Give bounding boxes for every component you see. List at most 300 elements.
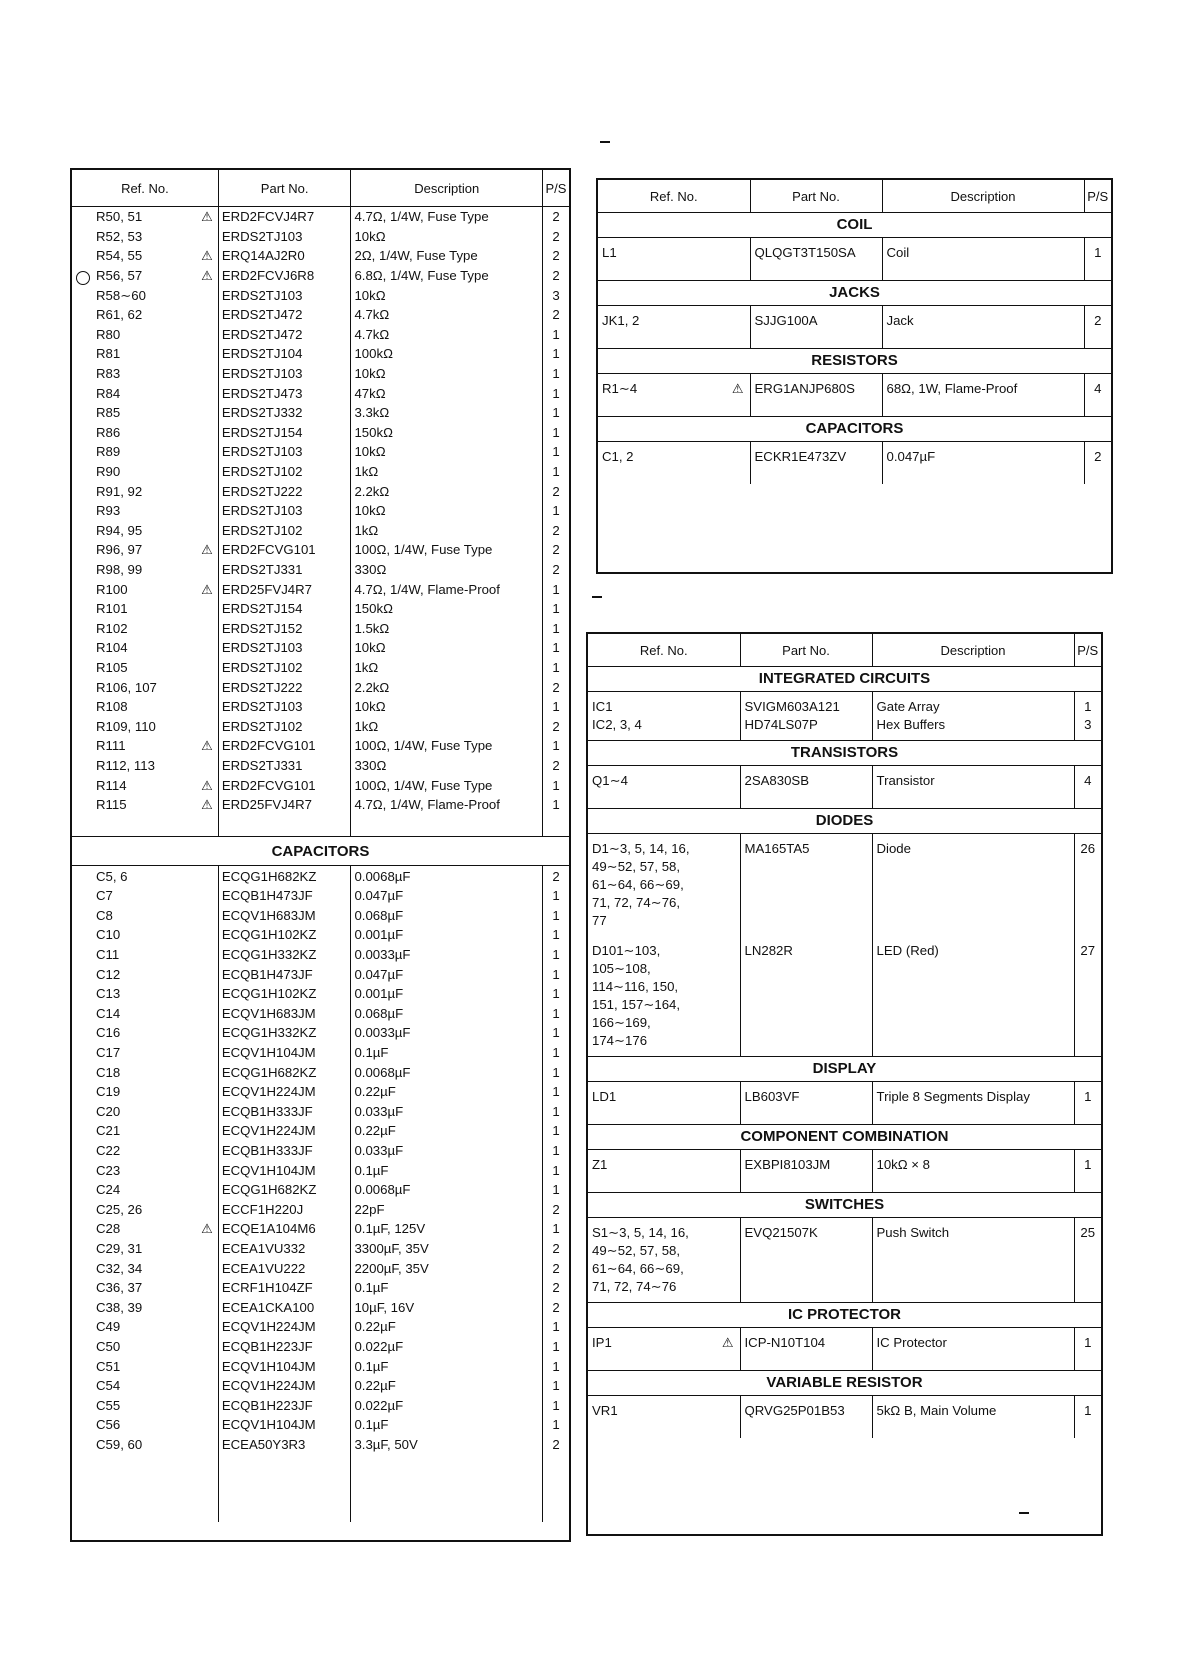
ref-cell xyxy=(72,305,218,325)
part-number: ECEA1VU222 xyxy=(218,1258,351,1278)
ps-quantity: 1 xyxy=(552,966,560,982)
ps-quantity: 1 xyxy=(552,1182,560,1198)
part-number: ERDS2TJ331 xyxy=(218,560,351,580)
description: 0.0033µF xyxy=(351,945,543,965)
ps-quantity: 1 xyxy=(552,1123,560,1139)
description: 0.1µF xyxy=(351,1160,543,1180)
section-row xyxy=(588,1057,1101,1082)
ref-cell xyxy=(72,1062,218,1082)
ref-cell xyxy=(72,1141,218,1161)
table-row xyxy=(588,692,1101,741)
table-row xyxy=(72,501,569,521)
description: 330Ω xyxy=(351,756,543,776)
ps-quantity: 1 xyxy=(552,1143,560,1159)
description: 0.22µF xyxy=(351,1121,543,1141)
ref-cell xyxy=(72,677,218,697)
column-header: Ref. No. xyxy=(598,180,750,213)
hp-heading xyxy=(600,141,620,143)
description: 3300µF, 35V xyxy=(351,1239,543,1259)
description: 68Ω, 1W, Flame-Proof xyxy=(882,374,1084,417)
part-number: LN282R xyxy=(740,936,872,1057)
ps-quantity: 1 xyxy=(552,797,560,813)
table-row xyxy=(72,227,569,247)
description: 10kΩ xyxy=(351,697,543,717)
description: 0.22µF xyxy=(351,1317,543,1337)
ps-quantity: 26 xyxy=(1080,841,1096,856)
table-row xyxy=(72,1239,569,1259)
ps-quantity: 1 xyxy=(552,444,560,460)
ref-cell xyxy=(72,1239,218,1259)
part-number: ECQB1H473JF xyxy=(218,886,351,906)
ref-cell xyxy=(72,618,218,638)
ps-quantity: 4 xyxy=(1094,381,1102,396)
ps-quantity: 2 xyxy=(1094,449,1102,464)
description: 10kΩ xyxy=(351,227,543,247)
ref-cell xyxy=(72,1278,218,1298)
part-number: ERDS2TJ102 xyxy=(218,658,351,678)
part-number: ERDS2TJ103 xyxy=(218,285,351,305)
ref-cell xyxy=(72,886,218,906)
section-title: CAPACITORS xyxy=(598,417,1111,442)
ps-quantity: 1 3 xyxy=(1084,699,1092,732)
ref-number: C8 xyxy=(96,907,113,923)
ref-number: C49 xyxy=(96,1319,121,1335)
ref-cell xyxy=(72,540,218,560)
table-row xyxy=(72,364,569,384)
ref-number: R54, 55 xyxy=(96,248,143,264)
part-number: ECQV1H683JM xyxy=(218,1004,351,1024)
ref-cell xyxy=(72,501,218,521)
warning-triangle-icon: ⚠ xyxy=(201,797,213,813)
description: 2.2kΩ xyxy=(351,677,543,697)
section-title: SWITCHES xyxy=(588,1193,1101,1218)
table-row xyxy=(72,599,569,619)
ref-number: C1, 2 xyxy=(602,449,634,464)
part-number: ECQV1H104JM xyxy=(218,1160,351,1180)
ref-cell xyxy=(72,906,218,926)
ps-quantity: 1 xyxy=(552,424,560,440)
part-number: ECQG1H332KZ xyxy=(218,945,351,965)
description: 0.022µF xyxy=(351,1395,543,1415)
part-number: ERD2FCVG101 xyxy=(218,736,351,756)
ps-quantity: 1 xyxy=(552,640,560,656)
table-row xyxy=(72,1082,569,1102)
ref-cell xyxy=(72,1043,218,1063)
ref-number: R102 xyxy=(96,620,128,636)
part-number: ERG1ANJP680S xyxy=(750,374,882,417)
part-number: ECQG1H102KZ xyxy=(218,925,351,945)
table-row xyxy=(72,246,569,266)
ref-cell xyxy=(588,1328,740,1371)
ps-quantity: 1 xyxy=(552,620,560,636)
table-row xyxy=(72,325,569,345)
table-row xyxy=(72,560,569,580)
description: 0.001µF xyxy=(351,925,543,945)
ref-number: R50, 51 xyxy=(96,209,143,225)
ref-cell xyxy=(588,1082,740,1125)
ref-cell xyxy=(588,692,740,741)
warning-triangle-icon: ⚠ xyxy=(731,381,744,396)
part-number: ECQB1H473JF xyxy=(218,964,351,984)
ref-cell xyxy=(72,697,218,717)
table-row xyxy=(72,638,569,658)
column-header: Ref. No. xyxy=(588,634,740,667)
warning-triangle-icon: ⚠ xyxy=(201,268,213,284)
table-row xyxy=(588,936,1101,1057)
description: Gate Array Hex Buffers xyxy=(872,692,1074,741)
table-row xyxy=(72,1415,569,1435)
description: 10kΩ xyxy=(351,638,543,658)
ref-number: C36, 37 xyxy=(96,1280,143,1296)
column-header: Description xyxy=(872,634,1074,667)
table-row xyxy=(72,736,569,756)
ps-quantity: 1 xyxy=(552,464,560,480)
ref-number: C12 xyxy=(96,966,121,982)
part-number: ECQV1H104JM xyxy=(218,1356,351,1376)
part-number: ERDS2TJ332 xyxy=(218,403,351,423)
part-number: ECQE1A104M6 xyxy=(218,1219,351,1239)
part-number: ECCF1H220J xyxy=(218,1200,351,1220)
table-row xyxy=(72,344,569,364)
part-number: ERDS2TJ103 xyxy=(218,227,351,247)
part-number: ECQB1H223JF xyxy=(218,1395,351,1415)
ps-quantity: 2 xyxy=(552,868,560,884)
section-row xyxy=(72,837,569,866)
description: 150kΩ xyxy=(351,423,543,443)
ref-cell xyxy=(72,1004,218,1024)
description: 3.3µF, 50V xyxy=(351,1435,543,1455)
description: 0.033µF xyxy=(351,1141,543,1161)
table-row xyxy=(72,285,569,305)
ref-cell xyxy=(72,716,218,736)
part-number: ECQB1H223JF xyxy=(218,1337,351,1357)
table-row xyxy=(72,1102,569,1122)
description: 10kΩ × 8 xyxy=(872,1150,1074,1193)
ref-number: R86 xyxy=(96,424,121,440)
column-header: Description xyxy=(351,170,543,207)
table-row xyxy=(72,1356,569,1376)
part-number: ICP-N10T104 xyxy=(740,1328,872,1371)
table-row xyxy=(72,442,569,462)
ref-number: R91, 92 xyxy=(96,483,143,499)
part-number: ERD25FVJ4R7 xyxy=(218,579,351,599)
safety-circle-icon xyxy=(76,271,90,285)
table-row xyxy=(72,795,569,815)
ps-quantity: 1 xyxy=(552,1162,560,1178)
description: 0.1µF, 125V xyxy=(351,1219,543,1239)
ref-number: C55 xyxy=(96,1397,121,1413)
table-row xyxy=(72,1337,569,1357)
table-row xyxy=(72,697,569,717)
ps-quantity: 25 xyxy=(1080,1225,1096,1240)
part-number: ECQG1H682KZ xyxy=(218,1062,351,1082)
ps-quantity: 1 xyxy=(552,405,560,421)
part-number: EVQ21507K xyxy=(740,1218,872,1303)
ps-quantity: 4 xyxy=(1084,773,1092,788)
section-row xyxy=(588,1371,1101,1396)
ref-cell xyxy=(72,383,218,403)
table-row xyxy=(72,618,569,638)
table-row xyxy=(72,1180,569,1200)
description: 10kΩ xyxy=(351,501,543,521)
section-title: JACKS xyxy=(598,281,1111,306)
table-row xyxy=(72,756,569,776)
ref-number: C51 xyxy=(96,1358,121,1374)
part-number: ERDS2TJ152 xyxy=(218,618,351,638)
ref-cell xyxy=(72,285,218,305)
part-number: SVIGM603A121 HD74LS07P xyxy=(740,692,872,741)
table-row xyxy=(72,423,569,443)
description: 0.1µF xyxy=(351,1043,543,1063)
ref-cell xyxy=(72,756,218,776)
ref-number: R61, 62 xyxy=(96,307,143,323)
ref-number: C38, 39 xyxy=(96,1299,143,1315)
ps-quantity: 1 xyxy=(552,385,560,401)
section-title: RESISTORS xyxy=(598,349,1111,374)
part-number: ECQV1H224JM xyxy=(218,1317,351,1337)
description: 0.0033µF xyxy=(351,1023,543,1043)
ref-number: R58∼60 xyxy=(96,287,146,303)
ref-number: JK1, 2 xyxy=(602,313,640,328)
description: 47kΩ xyxy=(351,383,543,403)
spacer-row xyxy=(72,1454,569,1522)
ps-quantity: 1 xyxy=(552,738,560,754)
ref-cell xyxy=(72,1023,218,1043)
ps-quantity: 1 xyxy=(552,986,560,1002)
section-row xyxy=(598,417,1111,442)
table-row xyxy=(72,886,569,906)
ref-number: R90 xyxy=(96,464,121,480)
ref-number: R56, 57 xyxy=(96,268,143,284)
table-row xyxy=(72,305,569,325)
ref-number: C24 xyxy=(96,1182,121,1198)
cp-badge xyxy=(592,596,602,598)
ref-number: R114 xyxy=(96,777,127,793)
ref-cell xyxy=(72,521,218,541)
section-row xyxy=(598,349,1111,374)
table-row xyxy=(72,775,569,795)
ref-cell xyxy=(72,866,218,886)
table-row xyxy=(72,1062,569,1082)
part-number: ERDS2TJ102 xyxy=(218,462,351,482)
description: IC Protector xyxy=(872,1328,1074,1371)
part-number: ECQV1H224JM xyxy=(218,1121,351,1141)
ps-quantity: 2 xyxy=(552,561,560,577)
ref-cell xyxy=(72,481,218,501)
ref-number: R81 xyxy=(96,346,121,362)
ref-number: R80 xyxy=(96,326,121,342)
description: 10kΩ xyxy=(351,442,543,462)
ps-quantity: 2 xyxy=(552,522,560,538)
description: 0.068µF xyxy=(351,1004,543,1024)
ps-quantity: 2 xyxy=(552,1260,560,1276)
table-row xyxy=(72,1121,569,1141)
table-row xyxy=(588,766,1101,809)
ref-cell xyxy=(598,374,750,417)
table-row xyxy=(598,374,1111,417)
table-row xyxy=(598,442,1111,485)
table-row xyxy=(588,1328,1101,1371)
table-row xyxy=(72,266,569,286)
ref-number: D101∼103, 105∼108, 114∼116, 150, 151, 157∼164, 166∼169, 174∼176 xyxy=(592,943,681,1048)
spacer-row xyxy=(72,814,569,837)
ref-cell xyxy=(588,936,740,1057)
ref-number: R93 xyxy=(96,503,121,519)
ps-quantity: 1 xyxy=(552,1417,560,1433)
table-row xyxy=(72,1278,569,1298)
ps-quantity: 1 xyxy=(552,1378,560,1394)
part-number: ERDS2TJ103 xyxy=(218,638,351,658)
section-row xyxy=(598,281,1111,306)
part-number: ERDS2TJ222 xyxy=(218,481,351,501)
ps-quantity: 1 xyxy=(552,1064,560,1080)
ps-quantity: 2 xyxy=(552,1299,560,1315)
table-row xyxy=(588,1150,1101,1193)
ps-quantity: 2 xyxy=(552,209,560,225)
part-number: ECQG1H332KZ xyxy=(218,1023,351,1043)
ref-cell xyxy=(72,1356,218,1376)
ref-cell xyxy=(72,658,218,678)
table-row xyxy=(72,906,569,926)
part-number: ERDS2TJ154 xyxy=(218,423,351,443)
description: 0.022µF xyxy=(351,1337,543,1357)
ref-cell xyxy=(72,925,218,945)
ref-cell xyxy=(72,560,218,580)
ref-number: VR1 xyxy=(592,1403,618,1418)
ref-number: R106, 107 xyxy=(96,679,157,695)
column-header: Part No. xyxy=(740,634,872,667)
ps-quantity: 1 xyxy=(1094,245,1102,260)
left-parts-list xyxy=(70,168,571,1542)
ref-number: C56 xyxy=(96,1417,121,1433)
description: Triple 8 Segments Display xyxy=(872,1082,1074,1125)
section-row xyxy=(588,1193,1101,1218)
ps-quantity: 1 xyxy=(552,503,560,519)
description: Transistor xyxy=(872,766,1074,809)
section-title: COMPONENT COMBINATION xyxy=(588,1125,1101,1150)
part-number: QRVG25P01B53 xyxy=(740,1396,872,1439)
description: 0.22µF xyxy=(351,1376,543,1396)
part-number: ECQG1H682KZ xyxy=(218,1180,351,1200)
description: 0.0068µF xyxy=(351,866,543,886)
description: 6.8Ω, 1/4W, Fuse Type xyxy=(351,266,543,286)
table-row xyxy=(72,984,569,1004)
ref-cell xyxy=(588,834,740,937)
description: Push Switch xyxy=(872,1218,1074,1303)
description: 0.22µF xyxy=(351,1082,543,1102)
cp-heading xyxy=(592,596,612,598)
ref-cell xyxy=(72,638,218,658)
ref-number: C21 xyxy=(96,1123,121,1139)
part-number: ERDS2TJ103 xyxy=(218,697,351,717)
ref-number: R112, 113 xyxy=(96,757,155,773)
ps-quantity: 1 xyxy=(552,1358,560,1374)
part-number: ERDS2TJ103 xyxy=(218,501,351,521)
part-number: ECQG1H102KZ xyxy=(218,984,351,1004)
ref-number: C18 xyxy=(96,1064,121,1080)
ps-quantity: 2 xyxy=(552,483,560,499)
table-row xyxy=(588,1218,1101,1303)
part-number: LB603VF xyxy=(740,1082,872,1125)
part-number: ECQV1H224JM xyxy=(218,1082,351,1102)
part-number: ERDS2TJ473 xyxy=(218,383,351,403)
table-row xyxy=(72,866,569,886)
description: Diode xyxy=(872,834,1074,937)
section-row xyxy=(588,741,1101,766)
ref-cell xyxy=(72,1180,218,1200)
description: Coil xyxy=(882,238,1084,281)
description: 4.7Ω, 1/4W, Flame-Proof xyxy=(351,579,543,599)
section-row xyxy=(588,1125,1101,1150)
ref-cell xyxy=(72,964,218,984)
section-title: DIODES xyxy=(588,809,1101,834)
ps-quantity: 1 xyxy=(1084,1089,1092,1104)
ps-quantity: 2 xyxy=(552,268,560,284)
table-row xyxy=(72,540,569,560)
warning-triangle-icon: ⚠ xyxy=(201,738,213,754)
table-row xyxy=(72,207,569,227)
ps-quantity: 1 xyxy=(552,927,560,943)
ref-number: Z1 xyxy=(592,1157,608,1172)
ps-quantity: 1 xyxy=(552,1045,560,1061)
ref-number: C25, 26 xyxy=(96,1201,143,1217)
table-row xyxy=(72,964,569,984)
ref-number: C13 xyxy=(96,986,121,1002)
ref-number: R94, 95 xyxy=(96,522,143,538)
ref-cell xyxy=(72,1102,218,1122)
ps-quantity: 27 xyxy=(1080,943,1096,958)
table-row xyxy=(72,945,569,965)
section-row xyxy=(588,1303,1101,1328)
ref-cell xyxy=(72,1337,218,1357)
part-number: ERDS2TJ154 xyxy=(218,599,351,619)
section-row xyxy=(588,667,1101,692)
ref-number: R109, 110 xyxy=(96,718,156,734)
ps-quantity: 1 xyxy=(552,1005,560,1021)
description: 330Ω xyxy=(351,560,543,580)
part-number: ERDS2TJ472 xyxy=(218,325,351,345)
part-number: ECEA1VU332 xyxy=(218,1239,351,1259)
ps-quantity: 1 xyxy=(552,888,560,904)
table-row xyxy=(72,1395,569,1415)
description: 10kΩ xyxy=(351,285,543,305)
ps-quantity: 3 xyxy=(552,287,560,303)
cp-table xyxy=(588,634,1101,1438)
description: 4.7kΩ xyxy=(351,325,543,345)
ps-quantity: 1 xyxy=(1084,1403,1092,1418)
section-title: COIL xyxy=(598,213,1111,238)
ps-quantity: 1 xyxy=(552,326,560,342)
ref-cell xyxy=(72,1395,218,1415)
warning-triangle-icon: ⚠ xyxy=(201,777,213,793)
hp-parts-table xyxy=(596,178,1113,574)
ps-quantity: 1 xyxy=(552,1084,560,1100)
description: 10µF, 16V xyxy=(351,1297,543,1317)
ref-number: L1 xyxy=(602,245,617,260)
ref-cell xyxy=(72,207,218,227)
ps-quantity: 1 xyxy=(552,1103,560,1119)
column-header: P/S xyxy=(1074,634,1101,667)
column-header: Part No. xyxy=(750,180,882,213)
ref-cell xyxy=(72,1082,218,1102)
description: 2200µF, 35V xyxy=(351,1258,543,1278)
section-title: DISPLAY xyxy=(588,1057,1101,1082)
ps-quantity: 2 xyxy=(552,542,560,558)
ps-quantity: 1 xyxy=(552,1319,560,1335)
table-row xyxy=(72,1297,569,1317)
table-row xyxy=(72,925,569,945)
table-row xyxy=(72,403,569,423)
